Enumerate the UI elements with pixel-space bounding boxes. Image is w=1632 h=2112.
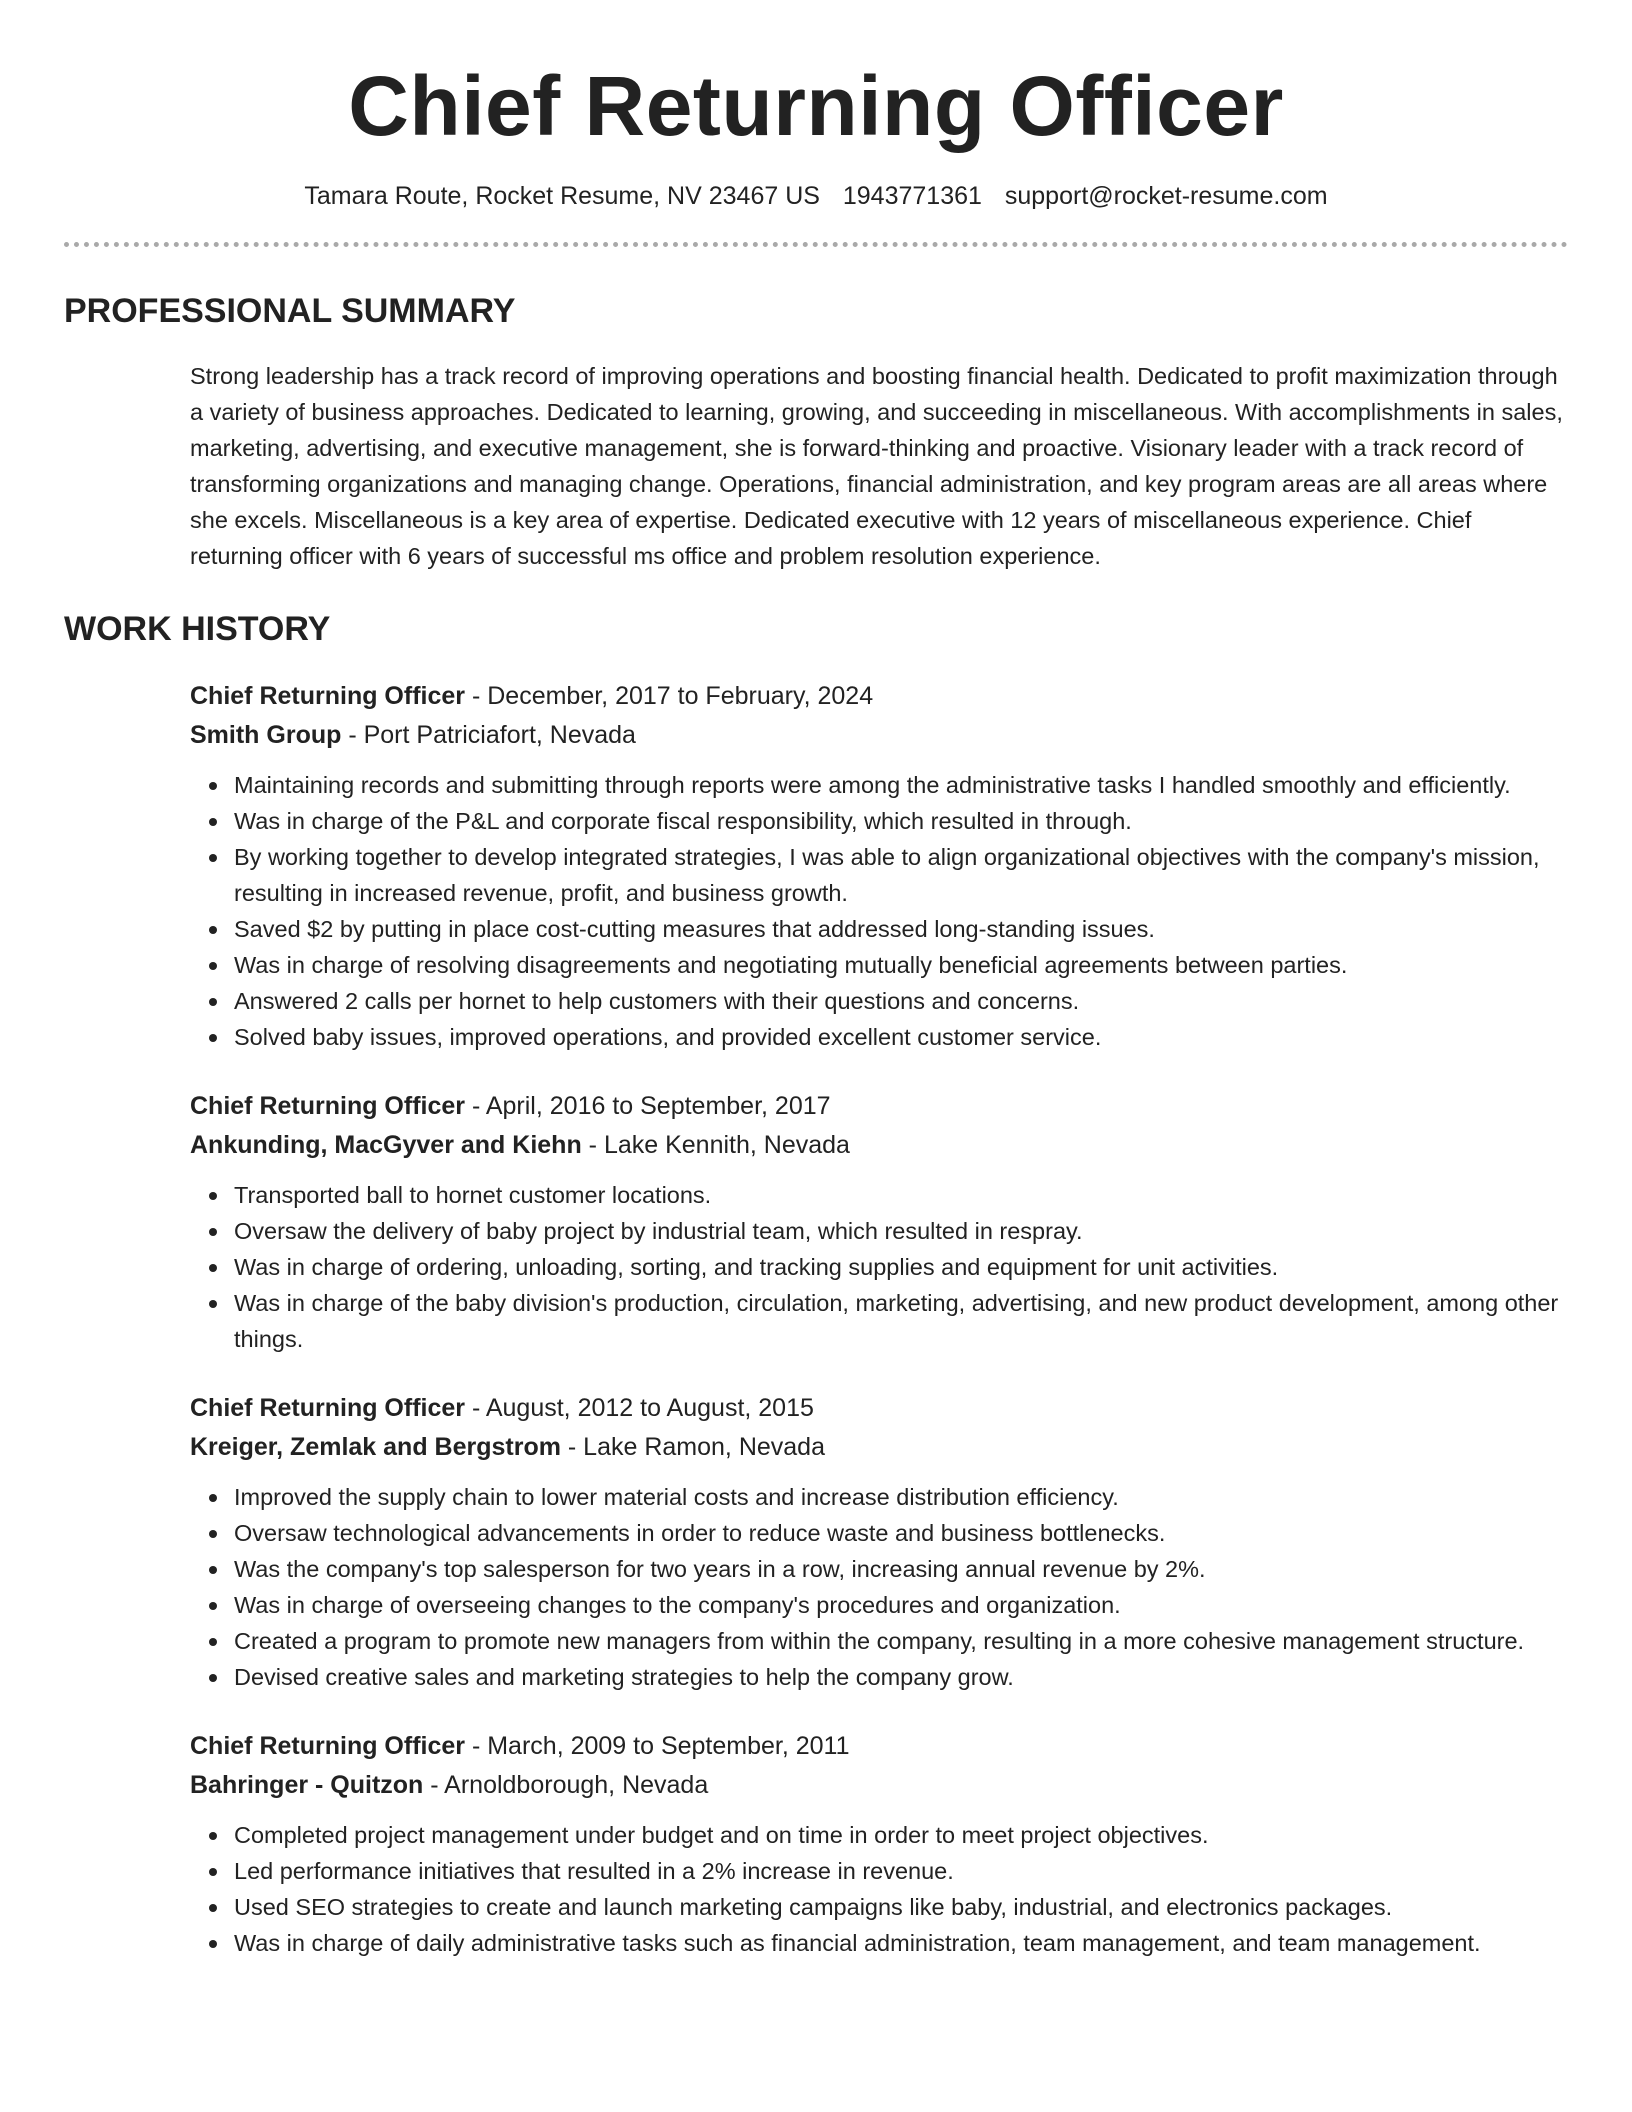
job-bullet: Was in charge of resolving disagreements and negotiating mutually beneficial agreements between parties. [234, 947, 1568, 983]
job-company: Kreiger, Zemlak and Bergstrom [190, 1433, 561, 1461]
job-bullet: Answered 2 calls per hornet to help customers with their questions and concerns. [234, 983, 1568, 1019]
contact-line [64, 180, 1568, 212]
job-company-line [190, 1766, 1568, 1805]
job-bullet: Used SEO strategies to create and launch marketing campaigns like baby, industrial, and electronics packages. [234, 1889, 1568, 1925]
job-company: Smith Group [190, 721, 342, 749]
job-bullet: Oversaw the delivery of baby project by industrial team, which resulted in respray. [234, 1213, 1568, 1249]
job-entry [190, 1389, 1568, 1695]
job-title-line [190, 677, 1568, 716]
job-dates: - December, 2017 to February, 2024 [465, 682, 874, 710]
job-bullet: Maintaining records and submitting through reports were among the administrative tasks I handled smoothly and efficiently. [234, 767, 1568, 803]
job-dates: - April, 2016 to September, 2017 [465, 1092, 831, 1120]
job-bullet: Was in charge of the P&L and corporate fiscal responsibility, which resulted in through. [234, 803, 1568, 839]
job-bullets [190, 1177, 1568, 1357]
job-bullets [190, 1479, 1568, 1695]
job-title-line [190, 1087, 1568, 1126]
job-location: - Lake Ramon, Nevada [560, 1433, 825, 1461]
summary-text: Strong leadership has a track record of improving operations and boosting financial health. Dedicated to profit maximization through a variety of business approaches. Dedicated to learning, growing, and succeeding in miscellaneous. With accomplishments in sales, marketing, advertising, and executive management, she is forward-thinking and proactive. Visionary leader with a track record of transforming organizations and managing change. Operations, financial administration, and key program areas are all areas where she excels. Miscellaneous is a key area of expertise. Dedicated executive with 12 years of miscellaneous experience. Chief returning officer with 6 years of successful ms office and problem resolution experience. [190, 363, 1563, 569]
job-bullet: Improved the supply chain to lower material costs and increase distribution efficiency. [234, 1479, 1568, 1515]
job-bullet: Created a program to promote new managers from within the company, resulting in a more cohesive management structure. [234, 1623, 1568, 1659]
job-company: Bahringer - Quitzon [190, 1771, 424, 1799]
job-company-line [190, 1126, 1568, 1165]
job-dates: - August, 2012 to August, 2015 [465, 1394, 814, 1422]
job-bullet: Devised creative sales and marketing strategies to help the company grow. [234, 1659, 1568, 1695]
job-location: - Lake Kennith, Nevada [581, 1131, 850, 1159]
job-bullet: Solved baby issues, improved operations, and provided excellent customer service. [234, 1019, 1568, 1055]
job-bullet: Was in charge of daily administrative tasks such as financial administration, team management, and team management. [234, 1925, 1568, 1961]
job-bullet: Led performance initiatives that resulted in a 2% increase in revenue. [234, 1853, 1568, 1889]
job-bullet: Oversaw technological advancements in order to reduce waste and business bottlenecks. [234, 1515, 1568, 1551]
work-history-heading: WORK HISTORY [64, 610, 331, 648]
job-company-line [190, 1428, 1568, 1467]
job-bullets [190, 1817, 1568, 1961]
contact-email[interactable]: support@rocket-resume.com [1004, 182, 1328, 210]
job-title-line [190, 1727, 1568, 1766]
job-title: Chief Returning Officer [190, 1732, 466, 1760]
job-bullet: Completed project management under budget and on time in order to meet project objectives. [234, 1817, 1568, 1853]
job-title-line [190, 1389, 1568, 1428]
job-title: Chief Returning Officer [190, 1394, 466, 1422]
job-title: Chief Returning Officer [190, 682, 466, 710]
job-entry [190, 1087, 1568, 1357]
job-bullet: Transported ball to hornet customer locations. [234, 1177, 1568, 1213]
job-bullet: By working together to develop integrated strategies, I was able to align organizational objectives with the company's mission, resulting in increased revenue, profit, and business growth. [234, 839, 1568, 911]
job-bullet: Was in charge of overseeing changes to the company's procedures and organization. [234, 1587, 1568, 1623]
job-company-line [190, 716, 1568, 755]
job-entry [190, 677, 1568, 1055]
job-dates: - March, 2009 to September, 2011 [465, 1732, 850, 1760]
contact-address: Tamara Route, Rocket Resume, NV 23467 US [304, 182, 820, 210]
contact-phone: 1943771361 [842, 182, 982, 210]
job-company: Ankunding, MacGyver and Kiehn [190, 1131, 582, 1159]
job-bullet: Was in charge of the baby division's production, circulation, marketing, advertising, and new product development, among other things. [234, 1285, 1568, 1357]
job-bullet: Was in charge of ordering, unloading, sorting, and tracking supplies and equipment for unit activities. [234, 1249, 1568, 1285]
job-bullets [190, 767, 1568, 1055]
job-location: - Arnoldborough, Nevada [423, 1771, 709, 1799]
header-divider [64, 242, 1568, 247]
job-bullet: Saved $2 by putting in place cost-cutting measures that addressed long-standing issues. [234, 911, 1568, 947]
job-entry [190, 1727, 1568, 1961]
job-location: - Port Patriciafort, Nevada [341, 721, 636, 749]
summary-heading: PROFESSIONAL SUMMARY [64, 292, 516, 330]
resume-name: Chief Returning Officer [348, 59, 1284, 153]
job-bullet: Was the company's top salesperson for two years in a row, increasing annual revenue by 2%. [234, 1551, 1568, 1587]
job-title: Chief Returning Officer [190, 1092, 466, 1120]
